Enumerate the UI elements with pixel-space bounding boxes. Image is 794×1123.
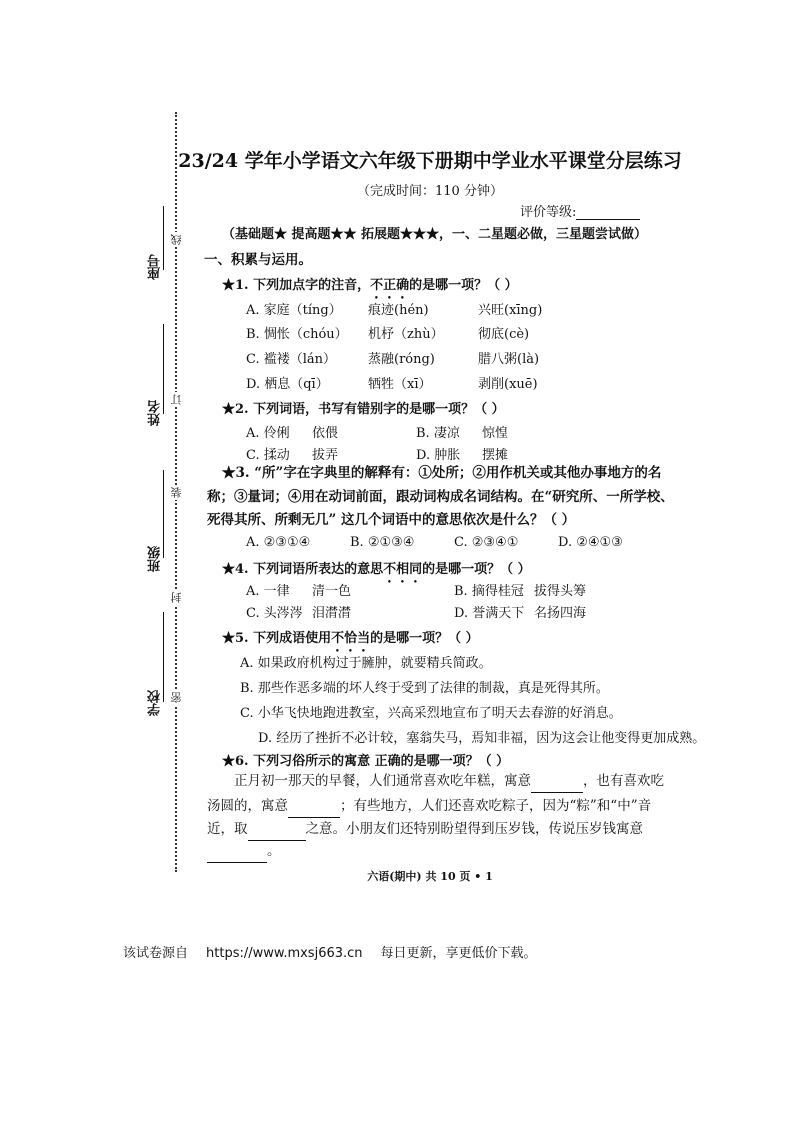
q1-option-d-3: 剥削(xuē) xyxy=(478,377,538,392)
q2-option-d-2: 摆摊 xyxy=(482,448,509,463)
q1-stem-mark: 不正确 xyxy=(370,278,410,293)
q3-option-c: C. ②③④① xyxy=(454,535,519,550)
page-footer: 六语(期中) 共 10 页 • 1 xyxy=(367,870,493,883)
seal-char-line: 线 xyxy=(170,234,183,245)
grade-blank[interactable] xyxy=(576,207,640,220)
q6-paragraph-line-4 xyxy=(207,840,281,863)
exam-title: 23/24 学年小学语文六年级下册期中学业水平课堂分层练习 xyxy=(178,150,682,172)
q6-text-1a: 正月初一那天的早餐，人们通常喜欢吃年糕，寓意 xyxy=(234,773,531,789)
difficulty-legend: （基础题★ 提高题★★ 拓展题★★★，一、二星题必做，三星题尝试做） xyxy=(222,227,648,242)
question-1-stem xyxy=(222,274,518,302)
question-3-line-3: 死得其所、所剩无几” 这几个词语中的意思依次是什么？（ ） xyxy=(207,512,576,528)
q6-paragraph-line-1 xyxy=(234,770,664,793)
q1-option-c-1: C. 褴褛（lán） xyxy=(246,352,337,367)
q1-option-c-3: 腊八粥(là) xyxy=(478,352,540,367)
q1-stem-pre: ★1. 下列加点字的注音， xyxy=(222,278,371,293)
seal-char-mi: 密 xyxy=(170,692,183,703)
source-note xyxy=(123,942,555,961)
q6-blank-4[interactable] xyxy=(207,849,267,863)
q1-option-d-1: D. 栖息（qī） xyxy=(246,377,329,392)
q3-option-d: D. ②④①③ xyxy=(558,535,623,550)
question-2-stem: ★2. 下列词语，书写有错别字的是哪一项？（ ） xyxy=(222,402,505,417)
q5-stem-pre: ★5. 下列成语使用 xyxy=(222,631,332,646)
q4-option-a-1: A. 一律 xyxy=(246,584,290,599)
q3-option-b: B. ②①③④ xyxy=(350,535,415,550)
q1-option-a-3: 兴旺(xīng) xyxy=(478,303,543,318)
q2-option-b-2: 惊惶 xyxy=(482,426,509,441)
source-label: 该试卷源自 xyxy=(123,946,189,961)
question-5-stem xyxy=(222,627,479,655)
q6-blank-3[interactable] xyxy=(248,827,306,841)
q3-option-a: A. ②③①④ xyxy=(246,535,311,550)
question-3-line-2: 称；③量词；④用在动词前面，跟动词构成名词结构。在“研究所、一所学校、 xyxy=(207,489,674,505)
q5-stem-mark: 不恰当 xyxy=(331,631,371,646)
grade-field xyxy=(520,201,640,220)
q6-paragraph-line-2 xyxy=(207,795,651,818)
q4-option-b-2: 拔得头筹 xyxy=(534,584,587,599)
q6-text-3a: 近，取 xyxy=(207,821,248,837)
q6-text-3b: 之意。小朋友们还特别盼望得到压岁钱，传说压岁钱寓意 xyxy=(305,821,643,837)
seal-char-ding: 订 xyxy=(170,394,183,405)
q1-option-b-3: 彻底(cè) xyxy=(478,327,530,342)
q4-stem-pre: ★4. 下列词语所表达的意思 xyxy=(222,562,384,577)
q6-text-2a: 汤圆的，寓意 xyxy=(207,798,288,814)
q4-option-c-1: C. 头涔涔 xyxy=(246,606,303,621)
q2-option-d-1: D. 肿胀 xyxy=(416,448,461,463)
q5-option-c: C. 小华飞快地跑进教室，兴高采烈地宣布了明天去春游的好消息。 xyxy=(240,706,622,721)
q2-option-c-2: 拔弄 xyxy=(312,448,339,463)
school-label: 学校 xyxy=(148,690,163,716)
q4-option-d-2: 名扬四海 xyxy=(534,606,587,621)
q1-stem-post: 的是哪一项？（ ） xyxy=(409,278,518,293)
section-title: 一、积累与运用。 xyxy=(204,252,312,268)
seat-number-blank xyxy=(163,206,164,270)
q6-text-1b: ，也有喜欢吃 xyxy=(583,773,664,789)
q4-option-a-2: 清一色 xyxy=(312,584,352,599)
q6-blank-1[interactable] xyxy=(531,779,583,793)
seal-char-feng: 封 xyxy=(170,592,183,603)
seal-char-zhuang: 装 xyxy=(170,487,183,498)
q2-option-b-1: B. 凄凉 xyxy=(416,426,460,441)
q4-stem-post: 的是哪一项？（ ） xyxy=(422,562,531,577)
q6-blank-2[interactable] xyxy=(288,804,340,818)
q4-option-c-2: 泪潸潸 xyxy=(312,606,352,621)
name-label: 姓名 xyxy=(148,400,163,426)
q1-option-a-2: 痕迹(hén) xyxy=(368,303,429,318)
source-text: 每日更新，享更低价下载。 xyxy=(380,946,537,961)
q5-option-d: D. 经历了挫折不必计较，塞翁失马，焉知非福，因为这会让他变得更加成熟。 xyxy=(258,731,706,746)
school-blank xyxy=(163,612,164,702)
q5-option-b: B. 那些作恶多端的坏人终于受到了法律的制裁，真是死得其所。 xyxy=(240,681,609,696)
name-blank xyxy=(163,324,164,414)
q1-option-a-1: A. 家庭（tíng） xyxy=(246,303,342,318)
q1-option-c-2: 蒸融(róng) xyxy=(368,352,435,367)
q1-option-b-2: 机杼（zhù） xyxy=(368,327,444,342)
q1-option-b-1: B. 惆怅（chóu） xyxy=(246,327,348,342)
time-limit: （完成时间：110 分钟） xyxy=(357,184,503,199)
q2-option-c-1: C. 揉动 xyxy=(246,448,290,463)
q5-option-a: A. 如果政府机构过于臃肿，就要精兵简政。 xyxy=(240,656,492,671)
q2-option-a-2: 依偎 xyxy=(312,426,339,441)
q6-paragraph-line-3 xyxy=(207,818,643,841)
q4-option-d-1: D. 誉满天下 xyxy=(454,606,525,621)
q4-option-b-1: B. 摘得桂冠 xyxy=(454,584,524,599)
q5-stem-post: 的是哪一项？（ ） xyxy=(370,631,479,646)
q2-option-a-1: A. 伶俐 xyxy=(246,426,290,441)
q4-stem-mark: 不相同 xyxy=(383,562,423,577)
q1-option-d-2: 牺牲（xī） xyxy=(368,377,432,392)
question-3-line-1: ★3. “所”字在字典里的解释有：①处所；②用作机关或其他办事地方的名 xyxy=(222,465,662,481)
q6-text-4: 。 xyxy=(267,843,281,859)
seat-number-label: 座号 xyxy=(148,254,163,280)
class-blank xyxy=(163,470,164,558)
source-url[interactable]: https://www.mxsj663.cn xyxy=(206,946,363,961)
class-label: 班级 xyxy=(148,546,163,572)
question-6-stem: ★6. 下列习俗所示的寓意 正确的是哪一项？（ ） xyxy=(222,754,510,769)
q6-text-2b: ；有些地方，人们还喜欢吃粽子，因为“粽”和“中”音 xyxy=(340,798,652,814)
grade-label: 评价等级: xyxy=(520,205,577,220)
